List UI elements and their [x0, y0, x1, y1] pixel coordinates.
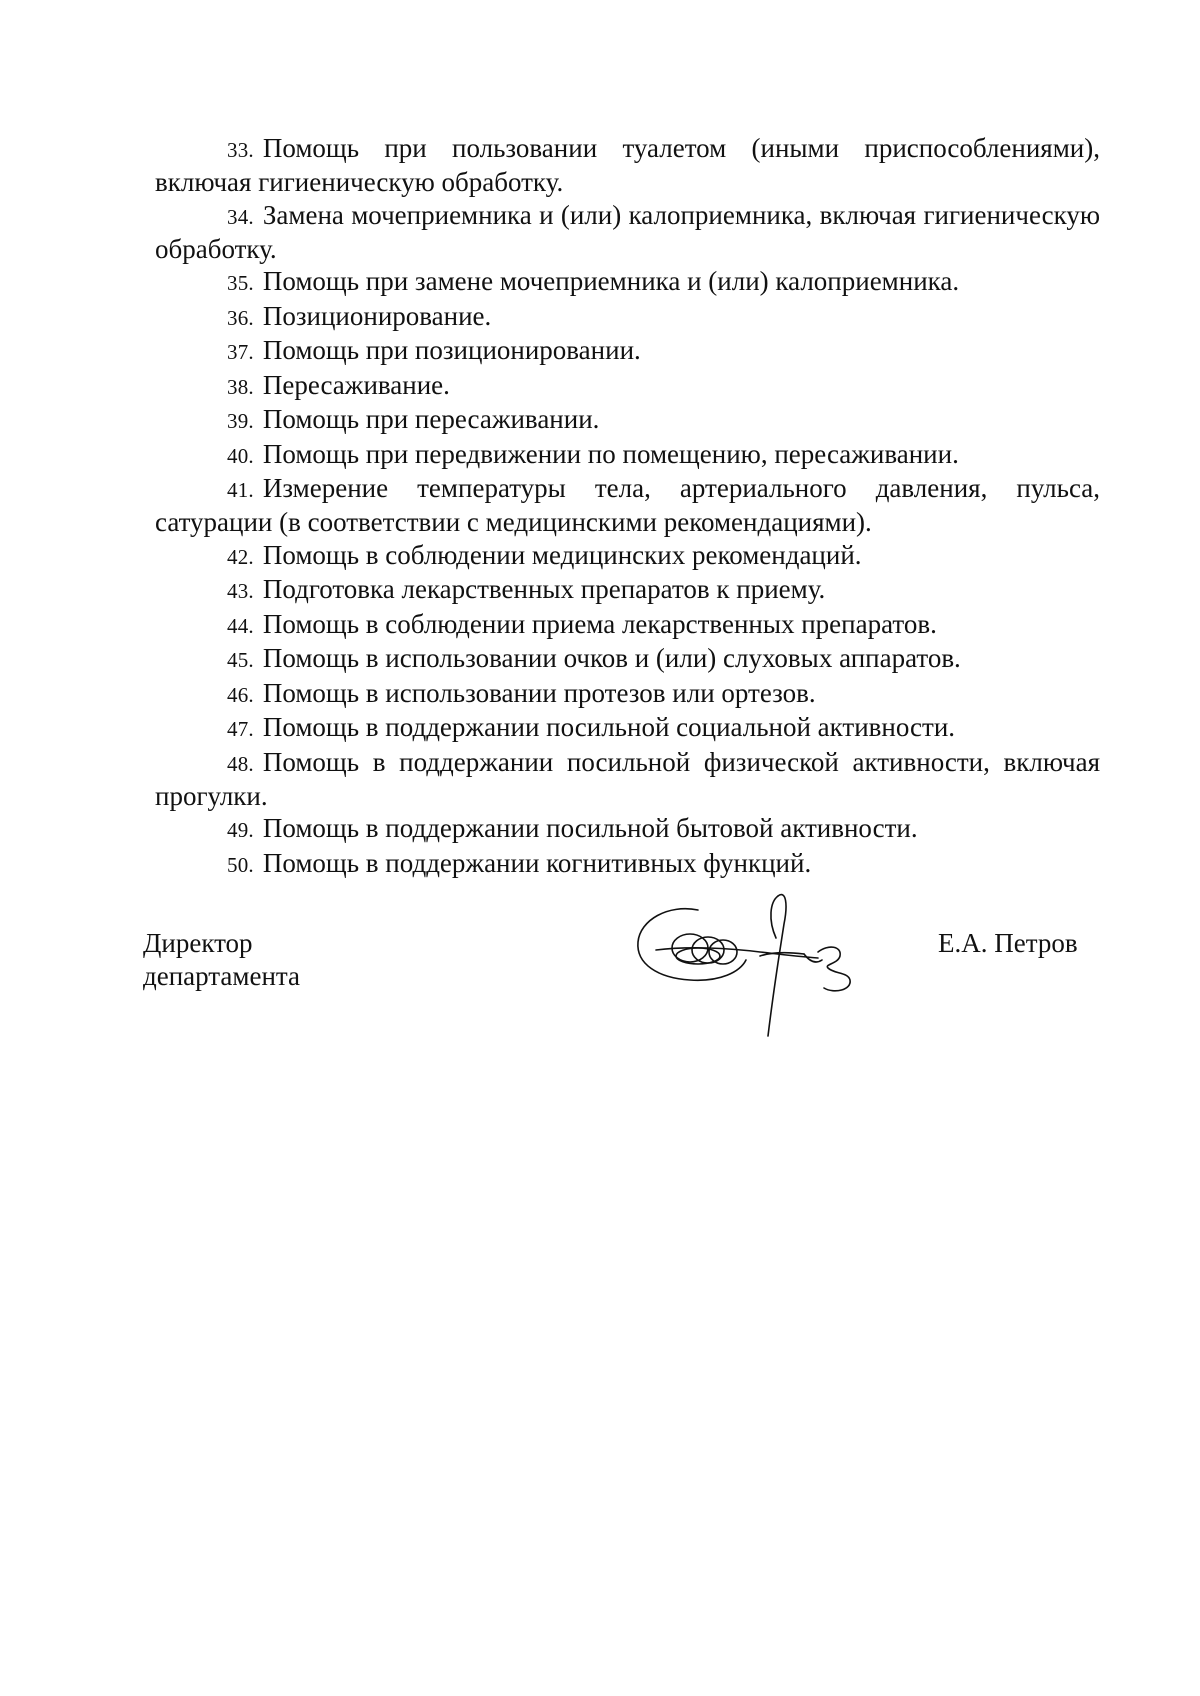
list-item-text: Помощь при пересаживании.	[262, 404, 600, 434]
list-item-text: Позиционирование.	[262, 300, 492, 331]
list-item-49	[155, 812, 1100, 846]
list-item-35	[155, 265, 1100, 299]
list-item-text: Помощь в поддержании посильной физической активности, включая прогулки.	[155, 746, 1100, 811]
list-item-text: Помощь при пользовании туалетом (иными приспособлениями), включая гигиеническую обработку.	[155, 133, 1100, 197]
list-item-50	[155, 847, 1100, 881]
list-item-number: 50.	[227, 852, 254, 877]
list-item-text: Помощь при замене мочеприемника и (или) калоприемника.	[262, 266, 960, 296]
list-item-39	[155, 403, 1100, 437]
list-item-text: Замена мочеприемника и (или) калоприемника, включая гигиеническую обработку.	[155, 199, 1100, 264]
list-item-43	[155, 573, 1100, 607]
list-item-text: Помощь в поддержании посильной бытовой активности.	[262, 813, 918, 843]
signatory-name: Е.А. Петров	[938, 928, 1078, 958]
list-item-number: 39.	[227, 409, 254, 433]
list-item-41	[155, 472, 1100, 538]
list-item-text: Помощь в поддержании посильной социальной активности.	[262, 712, 956, 742]
handwritten-signature-icon	[628, 890, 898, 1040]
list-item-36	[155, 300, 1100, 334]
list-item-44	[155, 608, 1100, 642]
list-item-48	[155, 746, 1100, 812]
list-item-number: 36.	[227, 305, 254, 330]
list-item-number: 38.	[227, 374, 254, 399]
list-item-text: Помощь в использовании протезов или ортезов.	[262, 677, 816, 708]
list-item-47	[155, 711, 1100, 745]
signature-block	[0, 900, 1200, 1080]
list-item-text: Помощь при позиционировании.	[262, 335, 641, 365]
list-item-text: Помощь в использовании очков и (или) слуховых аппаратов.	[262, 643, 961, 673]
list-item-number: 37.	[227, 340, 254, 364]
list-item-text: Помощь при передвижении по помещению, пересаживании.	[262, 438, 959, 469]
list-item-text: Помощь в поддержании когнитивных функций.	[262, 847, 812, 878]
list-item-number: 44.	[227, 613, 254, 638]
list-item-number: 48.	[227, 751, 254, 776]
list-item-38	[155, 369, 1100, 403]
list-item-text: Помощь в соблюдении приема лекарственных препаратов.	[262, 608, 937, 639]
list-item-number: 40.	[227, 443, 254, 468]
position-line-2: департамента	[143, 961, 301, 991]
list-item-number: 43.	[227, 579, 254, 603]
list-item-45	[155, 642, 1100, 676]
list-item-number: 41.	[227, 478, 254, 502]
list-item-33	[155, 132, 1100, 198]
list-item-40	[155, 438, 1100, 472]
list-item-37	[155, 334, 1100, 368]
list-item-number: 45.	[227, 648, 254, 672]
list-item-number: 49.	[227, 818, 254, 842]
position-line-1: Директор	[143, 928, 253, 958]
list-item-42	[155, 539, 1100, 573]
list-item-text: Пересаживание.	[262, 369, 450, 400]
list-item-text: Помощь в соблюдении медицинских рекомендаций.	[262, 539, 862, 570]
list-item-number: 34.	[227, 204, 254, 229]
list-item-46	[155, 677, 1100, 711]
services-list	[155, 132, 1100, 881]
list-item-text: Подготовка лекарственных препаратов к приему.	[262, 574, 826, 604]
list-item-number: 47.	[227, 717, 254, 741]
list-item-number: 33.	[227, 138, 254, 162]
list-item-34	[155, 199, 1100, 265]
list-item-number: 46.	[227, 682, 254, 707]
list-item-text: Измерение температуры тела, артериального давления, пульса, сатурации (в соответствии с медицинскими рекомендациями).	[155, 473, 1100, 537]
list-item-number: 42.	[227, 544, 254, 569]
list-item-number: 35.	[227, 271, 254, 295]
signatory-position	[143, 927, 300, 993]
